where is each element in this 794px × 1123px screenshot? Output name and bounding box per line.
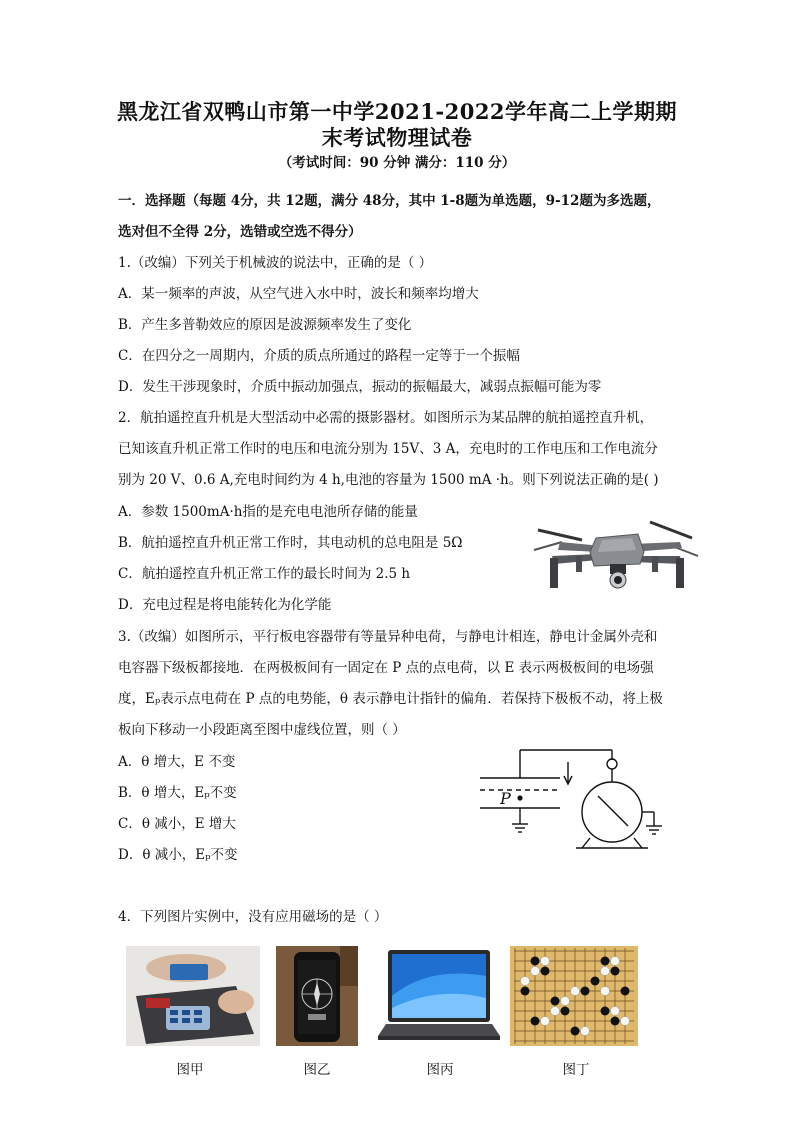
q2-option-b: B．航拍遥控直升机正常工作时，其电动机的总电阻是 5Ω [118,535,463,551]
q2-option-d: D．充电过程是将电能转化为化学能 [118,597,332,613]
q4-stem: 4．下列图片实例中，没有应用磁场的是（ ） [118,909,388,925]
caption-ding: 图丁 [562,1062,590,1078]
q3-option-d: D．θ 减小，Eₚ不变 [118,847,238,863]
q2-option-c: C．航拍遥控直升机正常工作的最长时间为 2.5 h [118,566,411,582]
q2-stem-line1: 2．航拍遥控直升机是大型活动中必需的摄影器材。如图所示为某品牌的航拍遥控直升机， [118,410,654,426]
q3-stem-line1: 3.（改编）如图所示，平行板电容器带有等量异种电荷，与静电计相连，静电计金属外壳和 [118,629,658,645]
caption-yi: 图乙 [303,1062,331,1078]
q3-stem-line4: 板向下移动一小段距离至图中虚线位置，则（ ） [118,722,406,738]
exam-subtitle: （考试时间：90 分钟 满分：110 分） [278,155,516,171]
q3-stem-line3: 度，Eₚ表示点电荷在 P 点的电势能，θ 表示静电计指针的偏角．若保持下极板不动，将上极 [118,691,663,707]
laptop-photo [378,946,500,1046]
q1-option-d: D．发生干涉现象时，介质中振动加强点，振动的振幅最大，减弱点振幅可能为零 [118,379,602,395]
q3-option-b: B．θ 增大，Eₚ不变 [118,785,237,801]
q3-option-c: C．θ 减小，E 增大 [118,816,236,832]
q2-stem-line3: 别为 20 V、0.6 A,充电时间约为 4 h,电池的容量为 1500 mA ·h。则下列说法正确的是( ) [118,472,659,488]
capacitor-electrometer-diagram [470,738,670,850]
point-p-label: P [500,789,511,808]
exam-title-line1: 黑龙江省双鸭山市第一中学2021-2022学年高二上学期期 [116,99,678,124]
q3-option-a: A．θ 增大，E 不变 [118,754,236,770]
q1-stem: 1.（改编）下列关于机械波的说法中，正确的是（ ） [118,255,433,271]
phone-compass-photo [276,946,358,1046]
section-heading-line2: 选对但不全得 2分，选错或空选不得分） [118,224,362,240]
card-reader-photo [126,946,260,1046]
q1-option-b: B．产生多普勒效应的原因是波源频率发生了变化 [118,317,412,333]
q2-stem-line2: 已知该直升机正常工作时的电压和电流分别为 15V、3 A，充电时的工作电压和工作电流分 [118,441,658,457]
go-board-photo [510,946,638,1046]
q2-option-a: A．参数 1500mA·h指的是充电电池所存储的能量 [118,504,418,520]
q1-option-a: A．某一频率的声波，从空气进入水中时，波长和频率均增大 [118,286,479,302]
q3-stem-line2: 电容器下级板都接地．在两极板间有一固定在 P 点的点电荷，以 E 表示两极板间的电场强 [118,660,654,676]
exam-title-line2: 末考试物理试卷 [321,125,473,150]
caption-bing: 图丙 [426,1062,454,1078]
section-heading-line1: 一．选择题（每题 4分，共 12题，满分 48分，其中 1-8题为单选题，9-12题为多选题， [118,193,661,209]
drone-figure [532,512,702,594]
q1-option-c: C．在四分之一周期内，介质的质点所通过的路程一定等于一个振幅 [118,348,520,364]
caption-jia: 图甲 [176,1062,204,1078]
